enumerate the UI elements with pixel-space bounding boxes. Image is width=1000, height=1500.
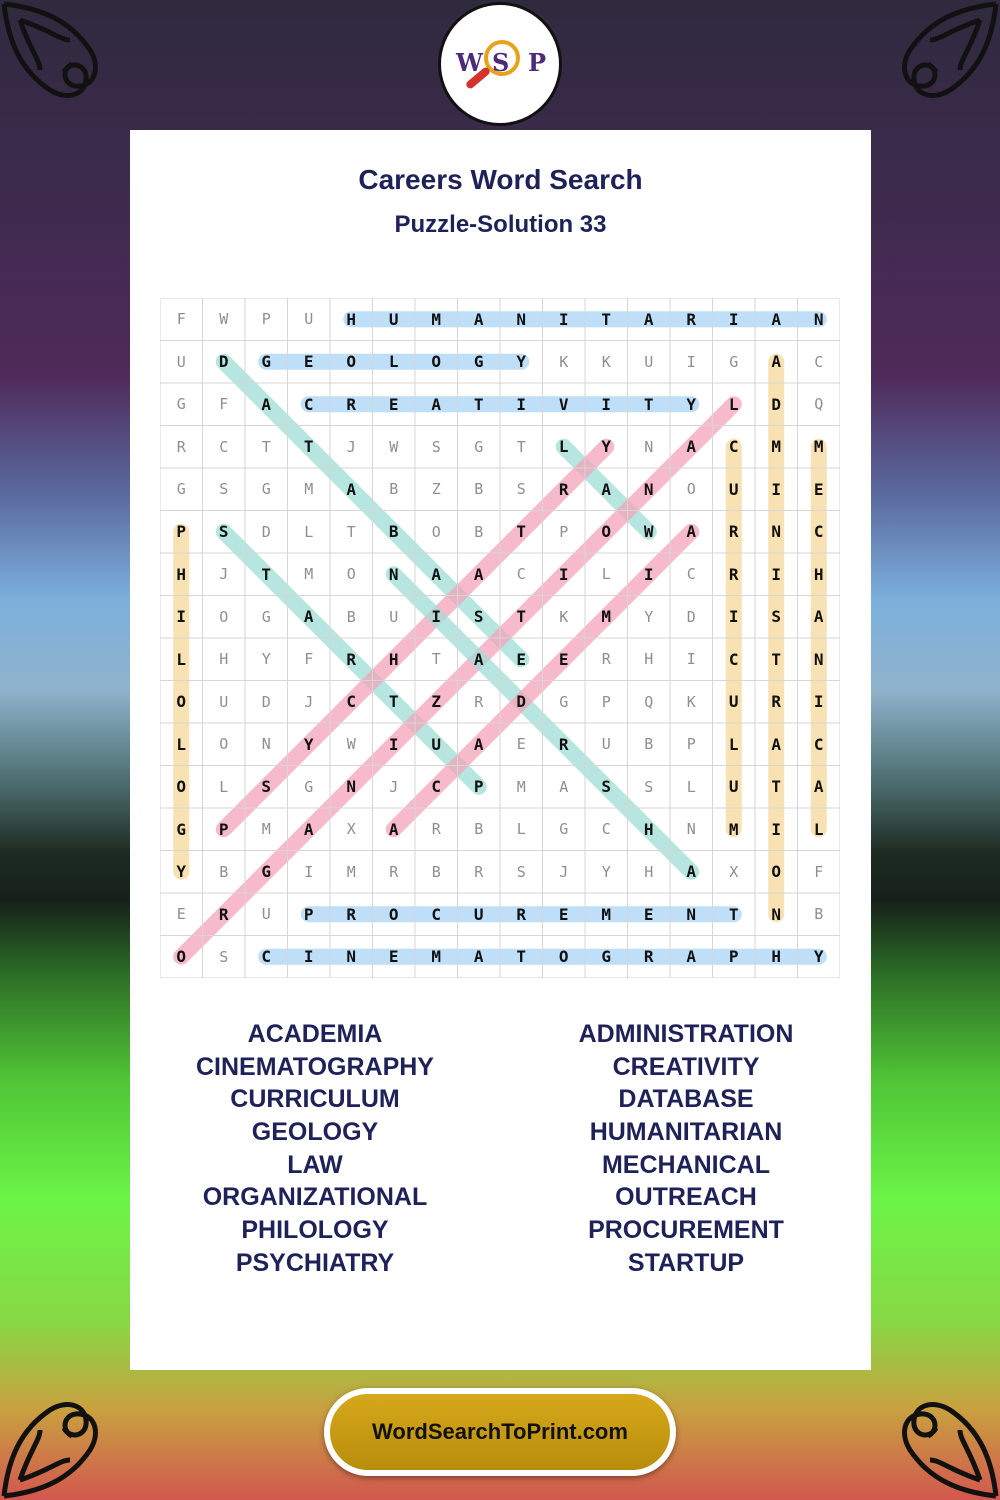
grid-cell[interactable]: A (431, 394, 442, 414)
grid-cell[interactable]: I (686, 352, 696, 371)
grid-cell[interactable]: O (686, 480, 696, 499)
grid-cell[interactable]: G (474, 437, 484, 456)
grid-cell[interactable]: Y (516, 352, 527, 372)
grid-cell[interactable]: I (516, 394, 527, 414)
grid-cell[interactable]: H (219, 650, 229, 669)
grid-cell[interactable]: T (473, 394, 484, 414)
grid-cell[interactable]: G (559, 692, 569, 711)
grid-cell[interactable]: I (813, 692, 824, 712)
grid-cell[interactable]: K (686, 692, 696, 711)
grid-cell[interactable]: C (686, 565, 696, 584)
grid-cell[interactable]: M (431, 309, 442, 329)
grid-cell[interactable]: K (559, 607, 569, 626)
grid-cell[interactable]: S (219, 480, 229, 499)
grid-cell[interactable]: U (389, 607, 399, 626)
grid-cell[interactable]: F (304, 650, 314, 669)
grid-cell[interactable]: O (346, 565, 356, 584)
grid-cell[interactable]: T (303, 437, 314, 457)
grid-cell[interactable]: F (814, 862, 824, 881)
grid-cell[interactable]: O (346, 352, 357, 372)
grid-cell[interactable]: A (601, 479, 612, 499)
grid-cell[interactable]: R (558, 479, 569, 499)
grid-cell[interactable]: C (728, 437, 739, 457)
grid-cell[interactable]: D (218, 352, 229, 372)
grid-cell[interactable]: A (303, 819, 314, 839)
grid-cell[interactable]: N (261, 735, 271, 754)
grid-cell[interactable]: S (771, 607, 782, 627)
grid-cell[interactable]: I (686, 650, 696, 669)
grid-cell[interactable]: M (431, 947, 442, 967)
grid-cell[interactable]: U (431, 734, 442, 754)
grid-cell[interactable]: O (176, 692, 187, 712)
grid-cell[interactable]: T (516, 437, 526, 456)
grid-cell[interactable]: T (601, 309, 612, 329)
grid-cell[interactable]: E (516, 649, 527, 669)
grid-cell[interactable]: L (686, 777, 696, 796)
grid-cell[interactable]: L (304, 522, 314, 541)
grid-cell[interactable]: C (431, 777, 442, 797)
grid-cell[interactable]: Z (431, 480, 441, 499)
grid-cell[interactable]: M (304, 565, 314, 584)
grid-cell[interactable]: M (346, 862, 356, 881)
grid-cell[interactable]: S (516, 480, 526, 499)
grid-cell[interactable]: G (559, 820, 569, 839)
grid-cell[interactable]: A (686, 947, 697, 967)
word-list-left (130, 1018, 500, 1280)
grid-cell[interactable]: M (813, 437, 824, 457)
grid-cell[interactable]: U (644, 352, 654, 371)
grid-cell[interactable]: A (473, 309, 484, 329)
word-list-item: LAW (287, 1150, 343, 1179)
grid-cell[interactable]: K (559, 352, 569, 371)
grid-cell[interactable]: R (771, 692, 782, 712)
grid-cell[interactable]: B (389, 480, 399, 499)
grid-cell[interactable]: A (643, 309, 654, 329)
grid-cell[interactable]: D (771, 394, 782, 414)
grid-cell[interactable]: Y (176, 862, 187, 882)
grid-cell[interactable]: I (771, 819, 782, 839)
grid-cell[interactable]: N (644, 437, 654, 456)
word-list-item: STARTUP (627, 1248, 745, 1277)
logo-letter-s: S (492, 48, 510, 77)
grid-cell[interactable]: W (346, 735, 356, 754)
grid-cell[interactable]: A (388, 819, 399, 839)
grid-cell[interactable]: N (813, 309, 824, 329)
grid-cell[interactable]: P (261, 310, 271, 329)
grid-cell[interactable]: N (346, 947, 357, 967)
grid-cell[interactable]: E (558, 904, 569, 924)
grid-cell[interactable]: M (516, 777, 526, 796)
grid-cell[interactable]: E (388, 947, 399, 967)
grid-cell[interactable]: N (346, 777, 357, 797)
grid-cell[interactable]: P (686, 735, 696, 754)
grid-cell[interactable]: O (558, 947, 569, 967)
grid-cell[interactable]: L (813, 819, 824, 839)
grid-cell[interactable]: E (643, 904, 654, 924)
grid-cell[interactable]: O (176, 947, 187, 967)
grid-cell[interactable]: L (558, 437, 569, 457)
grid-cell[interactable]: P (728, 947, 739, 967)
grid-cell[interactable]: D (261, 522, 271, 541)
grid-cell[interactable]: W (643, 522, 654, 542)
logo-letter-p: P (528, 48, 547, 77)
grid-cell[interactable]: N (771, 522, 782, 542)
grid-cell[interactable]: S (601, 777, 612, 797)
grid-cell[interactable]: C (261, 947, 272, 967)
grid-cell[interactable]: G (176, 395, 186, 414)
grid-cell[interactable]: B (388, 522, 399, 542)
grid-cell[interactable]: T (431, 650, 441, 669)
grid-cell[interactable]: S (431, 437, 441, 456)
grid-cell[interactable]: O (219, 735, 229, 754)
word-list-item: PHILOLOGY (241, 1216, 389, 1245)
grid-cell[interactable]: B (474, 522, 484, 541)
grid-cell[interactable]: U (728, 692, 739, 712)
letter-grid (160, 298, 840, 978)
grid-cell[interactable]: I (728, 607, 739, 627)
grid-cell[interactable]: N (516, 309, 527, 329)
grid-cell[interactable]: U (728, 479, 739, 499)
grid-cell[interactable]: L (516, 820, 526, 839)
grid-cell[interactable]: J (346, 437, 356, 456)
grid-cell[interactable]: R (218, 904, 229, 924)
grid-cell[interactable]: I (728, 309, 739, 329)
grid-cell[interactable]: I (176, 607, 187, 627)
grid-cell[interactable]: C (813, 734, 824, 754)
grid-cell[interactable]: Y (601, 862, 611, 881)
grid-cell[interactable]: Y (303, 734, 314, 754)
grid-cell[interactable]: U (261, 905, 271, 924)
grid-cell[interactable]: Y (813, 947, 824, 967)
grid-cell[interactable]: M (771, 437, 782, 457)
grid-cell[interactable]: C (346, 692, 357, 712)
grid-cell[interactable]: E (388, 394, 399, 414)
grid-cell[interactable]: G (176, 480, 186, 499)
grid-cell[interactable]: A (686, 862, 697, 882)
grid-cell[interactable]: O (176, 777, 187, 797)
grid-cell[interactable]: C (303, 394, 314, 414)
grid-cell[interactable]: T (388, 692, 399, 712)
corner-ornament-top-left (0, 0, 150, 150)
grid-cell[interactable]: H (813, 564, 824, 584)
grid-cell[interactable]: O (431, 522, 441, 541)
grid-cell[interactable]: I (431, 607, 442, 627)
grid-cell[interactable]: L (728, 394, 739, 414)
grid-cell[interactable]: U (601, 735, 611, 754)
grid-cell[interactable]: P (303, 904, 314, 924)
grid-cell[interactable]: Q (644, 692, 654, 711)
grid-cell[interactable]: T (728, 904, 739, 924)
grid-cell[interactable]: L (728, 734, 739, 754)
grid-cell[interactable]: A (261, 394, 272, 414)
grid-cell[interactable]: G (261, 480, 271, 499)
word-list-item: ACADEMIA (247, 1020, 383, 1048)
grid-cell[interactable]: S (644, 777, 654, 796)
word-list-item: PROCUREMENT (588, 1216, 784, 1245)
grid-cell[interactable]: W (219, 310, 229, 329)
grid-cell[interactable]: B (346, 607, 356, 626)
grid-cell[interactable]: B (431, 862, 441, 881)
grid-cell[interactable]: F (176, 310, 186, 329)
puzzle-card (130, 130, 871, 1370)
grid-cell[interactable]: R (601, 650, 611, 669)
grid-cell[interactable]: D (261, 692, 271, 711)
page-title: Careers Word Search (358, 164, 643, 195)
grid-cell[interactable]: K (601, 352, 611, 371)
grid-cell[interactable]: T (516, 947, 527, 967)
grid-cell[interactable]: I (601, 394, 612, 414)
wsp-logo[interactable] (438, 2, 562, 126)
grid-cell[interactable]: B (814, 905, 824, 924)
grid-cell[interactable]: N (813, 649, 824, 669)
grid-cell[interactable]: C (431, 904, 442, 924)
grid-cell[interactable]: A (813, 777, 824, 797)
grid-cell[interactable]: G (304, 777, 314, 796)
grid-cell[interactable]: A (346, 479, 357, 499)
grid-cell[interactable]: E (516, 735, 526, 754)
grid-cell[interactable]: J (304, 692, 314, 711)
word-list-item: CINEMATOGRAPHY (196, 1052, 434, 1081)
grid-cell[interactable]: Y (261, 650, 271, 669)
grid-cell[interactable]: C (219, 437, 229, 456)
grid-cell[interactable]: C (516, 565, 526, 584)
grid-cell[interactable]: H (771, 947, 782, 967)
grid-cell[interactable]: P (473, 777, 484, 797)
grid-cell[interactable]: J (389, 777, 399, 796)
grid-cell[interactable]: N (643, 479, 654, 499)
grid-cell[interactable]: C (813, 522, 824, 542)
grid-cell[interactable]: N (771, 904, 782, 924)
grid-cell[interactable]: A (686, 437, 697, 457)
grid-cell[interactable]: T (771, 777, 782, 797)
grid-cell[interactable]: E (558, 649, 569, 669)
grid-cell[interactable]: I (304, 862, 314, 881)
grid-cell[interactable]: Y (686, 394, 697, 414)
grid-cell[interactable]: D (516, 692, 527, 712)
grid-cell[interactable]: L (219, 777, 229, 796)
grid-cell[interactable]: S (219, 947, 229, 966)
grid-cell[interactable]: X (346, 820, 356, 839)
grid-cell[interactable]: W (389, 437, 399, 456)
corner-ornament-top-right (850, 0, 1000, 150)
grid-cell[interactable]: B (644, 735, 654, 754)
word-list-item: DATABASE (618, 1085, 754, 1114)
grid-cell[interactable]: H (176, 564, 187, 584)
corner-ornament-bottom-right (850, 1350, 1000, 1500)
grid-cell[interactable]: H (644, 650, 654, 669)
grid-cell[interactable]: G (261, 352, 272, 372)
grid-cell[interactable]: S (218, 522, 229, 542)
grid-cell[interactable]: U (304, 310, 314, 329)
grid-cell[interactable]: E (813, 479, 824, 499)
word-list-item: GEOLOGY (251, 1118, 379, 1147)
grid-cell[interactable]: B (474, 820, 484, 839)
grid-cell[interactable]: C (814, 352, 824, 371)
grid-cell[interactable]: U (728, 777, 739, 797)
grid-cell[interactable]: D (686, 607, 696, 626)
grid-cell[interactable]: R (431, 820, 441, 839)
grid-cell[interactable]: R (643, 947, 654, 967)
grid-cell[interactable]: R (346, 394, 357, 414)
website-button[interactable] (324, 1388, 676, 1476)
grid-cell[interactable]: O (388, 904, 399, 924)
grid-cell[interactable]: C (601, 820, 611, 839)
grid-cell[interactable]: H (644, 862, 654, 881)
website-label: WordSearchToPrint.com (372, 1419, 628, 1444)
grid-cell[interactable]: A (473, 734, 484, 754)
grid-cell[interactable]: E (303, 352, 314, 372)
grid-cell[interactable]: A (813, 607, 824, 627)
grid-cell[interactable]: A (686, 522, 697, 542)
grid-cell[interactable]: M (601, 607, 612, 627)
grid-cell[interactable]: H (388, 649, 399, 669)
grid-cell[interactable]: R (686, 309, 697, 329)
grid-cell[interactable]: L (176, 734, 187, 754)
grid-cell[interactable]: M (728, 819, 739, 839)
grid-cell[interactable]: R (389, 862, 399, 881)
grid-cell[interactable]: B (474, 480, 484, 499)
grid-cell[interactable]: P (601, 692, 611, 711)
grid-cell[interactable]: U (176, 352, 186, 371)
grid-cell[interactable]: R (346, 649, 357, 669)
grid-cell[interactable]: V (558, 394, 569, 414)
grid-cell[interactable]: J (219, 565, 229, 584)
grid-cell[interactable]: I (558, 564, 569, 584)
grid-cell[interactable]: S (261, 777, 272, 797)
grid-cell[interactable]: A (559, 777, 569, 796)
grid-cell[interactable]: T (771, 649, 782, 669)
grid-cell[interactable]: U (388, 309, 399, 329)
grid-cell[interactable]: P (218, 819, 229, 839)
grid-cell[interactable]: B (219, 862, 229, 881)
grid-cell[interactable]: E (176, 905, 186, 924)
corner-ornament-bottom-left (0, 1350, 150, 1500)
logo-letter-w: W (456, 48, 483, 77)
word-list-item: CURRICULUM (230, 1085, 400, 1114)
grid-cell[interactable]: Y (644, 607, 654, 626)
grid-cell[interactable]: R (176, 437, 186, 456)
grid-cell[interactable]: S (516, 862, 526, 881)
grid-cell[interactable]: P (559, 522, 569, 541)
grid-cell[interactable]: A (771, 734, 782, 754)
grid-cell[interactable]: T (261, 564, 272, 584)
grid-cell[interactable]: O (771, 862, 782, 882)
grid-cell[interactable]: I (771, 564, 782, 584)
grid-cell[interactable]: G (473, 352, 484, 372)
grid-cell[interactable]: I (771, 479, 782, 499)
grid-cell[interactable]: A (473, 564, 484, 584)
grid-cell[interactable]: Y (601, 437, 612, 457)
grid-cell[interactable]: N (686, 820, 696, 839)
grid-cell[interactable]: U (473, 904, 484, 924)
grid-cell[interactable]: I (303, 947, 314, 967)
word-list-item: ORGANIZATIONAL (202, 1183, 428, 1212)
grid-cell[interactable]: T (346, 522, 356, 541)
grid-cell[interactable]: M (304, 480, 314, 499)
grid-cell[interactable]: P (176, 522, 187, 542)
logo-mark (450, 34, 550, 94)
grid-cell[interactable]: L (388, 352, 399, 372)
grid-cell[interactable]: U (219, 692, 229, 711)
page-subtitle: Puzzle-Solution 33 (394, 211, 607, 238)
grid-cell[interactable]: N (388, 564, 399, 584)
grid-cell[interactable]: T (516, 522, 527, 542)
grid-cell[interactable]: G (261, 862, 272, 882)
grid-cell[interactable]: F (219, 395, 229, 414)
grid-cell[interactable]: O (601, 522, 612, 542)
grid-cell[interactable]: O (219, 607, 229, 626)
word-list-item: CREATIVITY (612, 1052, 760, 1081)
grid-cell[interactable]: I (388, 734, 399, 754)
grid-cell[interactable]: A (431, 564, 442, 584)
grid-cell[interactable]: G (729, 352, 739, 371)
grid-cell[interactable]: A (771, 352, 782, 372)
grid-cell[interactable]: R (516, 904, 527, 924)
word-list-item: OUTREACH (615, 1183, 757, 1212)
grid-cell[interactable]: L (176, 649, 187, 669)
grid-cell[interactable]: A (473, 947, 484, 967)
grid-cell[interactable]: M (261, 820, 271, 839)
grid-cell[interactable]: Q (814, 395, 824, 414)
grid-cell[interactable]: H (643, 819, 654, 839)
grid-cell[interactable]: C (728, 649, 739, 669)
grid-cell[interactable]: I (643, 564, 654, 584)
grid-cell[interactable]: R (558, 734, 569, 754)
grid-cell[interactable]: R (346, 904, 357, 924)
grid-cell[interactable]: G (261, 607, 271, 626)
word-list-item: ADMINISTRATION (578, 1020, 794, 1048)
grid-cell[interactable]: T (261, 437, 271, 456)
grid-cell[interactable]: T (516, 607, 527, 627)
word-list-item: MECHANICAL (601, 1150, 771, 1179)
grid-cell[interactable]: R (474, 862, 484, 881)
grid-cell[interactable]: A (473, 649, 484, 669)
grid-cell[interactable]: H (346, 309, 357, 329)
grid-cell[interactable]: Z (431, 692, 442, 712)
grid-cell[interactable]: A (771, 309, 782, 329)
grid-cell[interactable]: J (559, 862, 569, 881)
grid-cell[interactable]: T (643, 394, 654, 414)
grid-cell[interactable]: R (728, 564, 739, 584)
grid-cell[interactable]: S (473, 607, 484, 627)
word-list-item: PSYCHIATRY (235, 1248, 395, 1277)
grid-cell[interactable]: G (601, 947, 612, 967)
grid-cell[interactable]: R (728, 522, 739, 542)
word-list-item: HUMANITARIAN (589, 1118, 783, 1147)
word-list-right (501, 1018, 871, 1280)
grid-cell[interactable]: M (601, 904, 612, 924)
grid-cell[interactable]: G (176, 819, 187, 839)
grid-cell[interactable]: X (729, 862, 739, 881)
grid-cell[interactable]: N (686, 904, 697, 924)
grid-cell[interactable]: L (601, 565, 611, 584)
grid-cell[interactable]: O (431, 352, 442, 372)
grid-cell[interactable]: A (303, 607, 314, 627)
grid-cell[interactable]: I (558, 309, 569, 329)
grid-cell[interactable]: R (474, 692, 484, 711)
